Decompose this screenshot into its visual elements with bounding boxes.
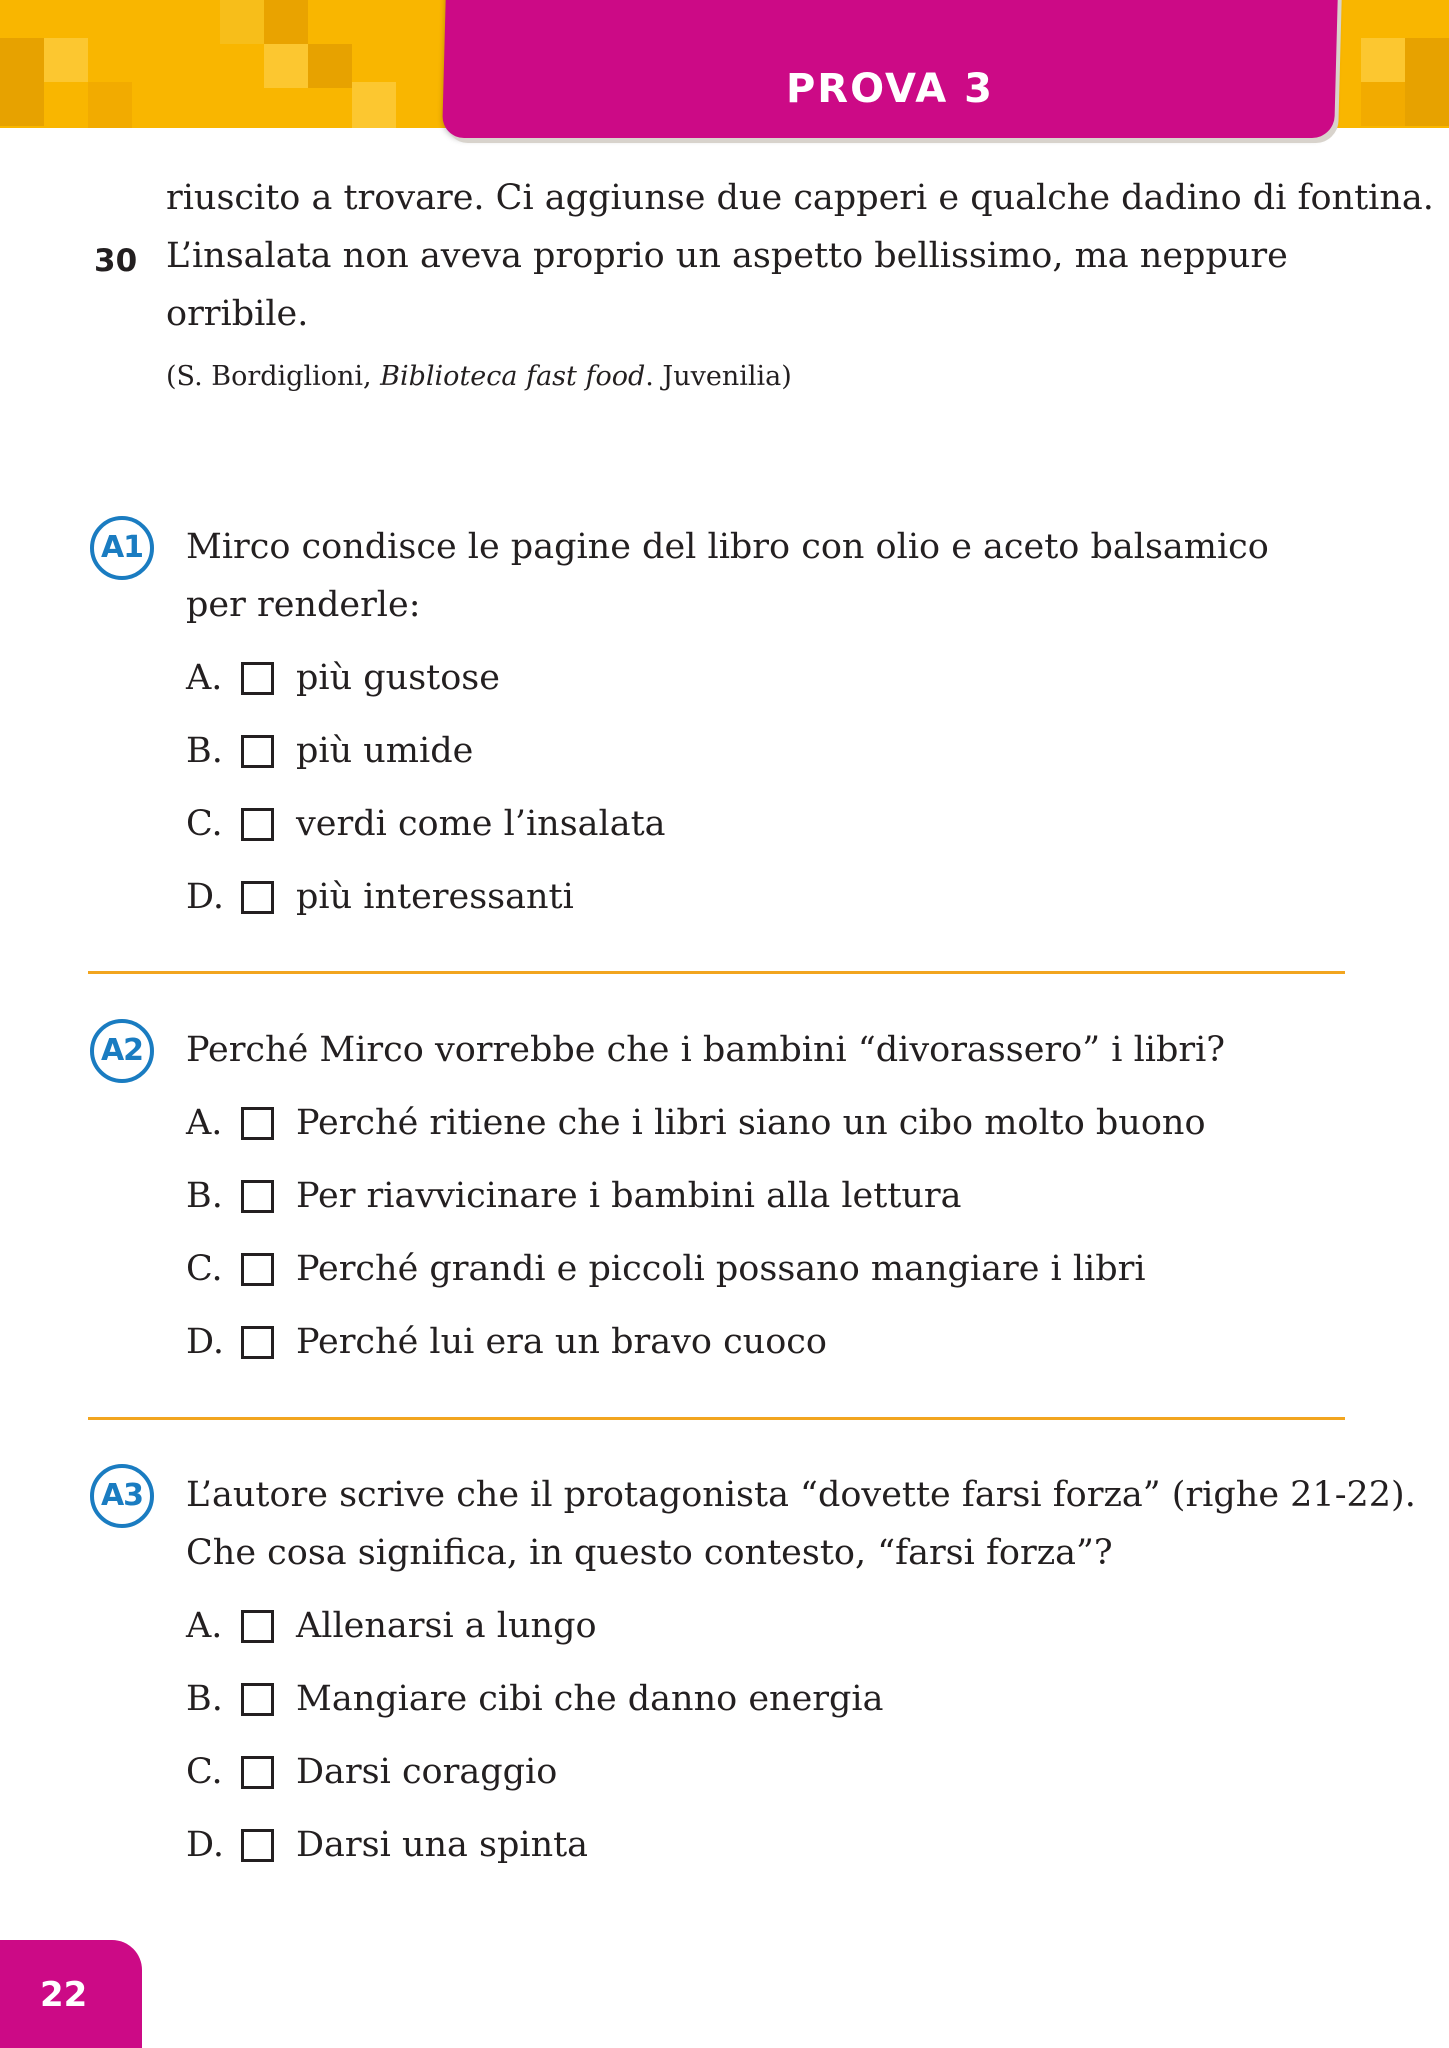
page-number: 22 (40, 1975, 88, 2015)
option-checkbox[interactable] (241, 1683, 274, 1716)
line-number: 30 (94, 243, 138, 279)
option-letter: C. (186, 804, 223, 844)
decor-square (1361, 38, 1405, 82)
option-text: Perché lui era un bravo cuoco (296, 1322, 827, 1362)
option-letter: A. (186, 1606, 223, 1646)
citation (166, 361, 792, 392)
option-a1-d[interactable] (186, 877, 1286, 921)
option-checkbox[interactable] (241, 1610, 274, 1643)
citation-title: Biblioteca fast food (380, 361, 646, 392)
option-letter: A. (186, 1103, 223, 1143)
citation-publisher: . Juvenilia) (645, 361, 792, 392)
option-letter: B. (186, 731, 223, 771)
option-a2-c[interactable] (186, 1249, 1286, 1293)
question-a3-text: L’autore scrive che il protagonista “dovette farsi forza” (righe 21-22). (186, 1475, 1416, 1515)
option-a2-d[interactable] (186, 1322, 1286, 1366)
option-letter: C. (186, 1752, 223, 1792)
option-checkbox[interactable] (241, 1829, 274, 1862)
option-text: più interessanti (296, 877, 574, 917)
decor-square (264, 44, 308, 88)
decor-square (220, 0, 264, 44)
decor-square (88, 82, 132, 128)
option-text: più gustose (296, 658, 500, 698)
option-a2-b[interactable] (186, 1176, 1286, 1220)
option-a1-c[interactable] (186, 804, 1286, 848)
option-letter: A. (186, 658, 223, 698)
option-text: Per riavvicinare i bambini alla lettura (296, 1176, 962, 1216)
option-text: Mangiare cibi che danno energia (296, 1679, 884, 1719)
option-a1-b[interactable] (186, 731, 1286, 775)
option-text: Darsi una spinta (296, 1825, 589, 1865)
option-text: più umide (296, 731, 474, 771)
question-a2-text: Perché Mirco vorrebbe che i bambini “divorassero” i libri? (186, 1030, 1226, 1070)
question-a3-text: Che cosa significa, in questo contesto, “farsi forza”? (186, 1533, 1113, 1573)
option-letter: D. (186, 877, 224, 917)
option-checkbox[interactable] (241, 735, 274, 768)
option-a3-b[interactable] (186, 1679, 1286, 1723)
decor-square (44, 38, 88, 82)
option-checkbox[interactable] (241, 1107, 274, 1140)
decor-square (1405, 38, 1449, 126)
passage-line: orribile. (166, 294, 309, 334)
section-divider (88, 971, 1345, 974)
option-checkbox[interactable] (241, 662, 274, 695)
question-badge-a1: A1 (90, 516, 154, 580)
decor-square (1361, 82, 1405, 126)
option-letter: D. (186, 1322, 224, 1362)
option-checkbox[interactable] (241, 1180, 274, 1213)
decor-square (264, 0, 308, 44)
option-a3-c[interactable] (186, 1752, 1286, 1796)
option-letter: C. (186, 1249, 223, 1289)
decor-square (308, 44, 352, 88)
option-text: Perché grandi e piccoli possano mangiare i libri (296, 1249, 1146, 1289)
option-checkbox[interactable] (241, 1326, 274, 1359)
section-divider (88, 1417, 1345, 1420)
option-checkbox[interactable] (241, 1253, 274, 1286)
question-badge-a3: A3 (90, 1464, 154, 1528)
page-title: PROVA 3 (785, 66, 994, 112)
question-badge-a2: A2 (90, 1019, 154, 1083)
option-text: verdi come l’insalata (296, 804, 666, 844)
decor-square (352, 82, 396, 128)
option-text: Perché ritiene che i libri siano un cibo molto buono (296, 1103, 1206, 1143)
option-text: Darsi coraggio (296, 1752, 558, 1792)
option-a3-a[interactable] (186, 1606, 1286, 1650)
option-letter: B. (186, 1176, 223, 1216)
option-checkbox[interactable] (241, 881, 274, 914)
option-checkbox[interactable] (241, 1756, 274, 1789)
option-a3-d[interactable] (186, 1825, 1286, 1869)
citation-author: (S. Bordiglioni, (166, 361, 381, 392)
question-a1-text: Mirco condisce le pagine del libro con olio e aceto balsamico (186, 527, 1269, 567)
option-letter: D. (186, 1825, 224, 1865)
decor-square (0, 38, 44, 126)
option-a1-a[interactable] (186, 658, 1286, 702)
option-letter: B. (186, 1679, 223, 1719)
option-a2-a[interactable] (186, 1103, 1286, 1147)
option-checkbox[interactable] (241, 808, 274, 841)
question-a1-text: per renderle: (186, 585, 421, 625)
passage-line: riuscito a trovare. Ci aggiunse due capperi e qualche dadino di fontina. (166, 178, 1434, 218)
option-text: Allenarsi a lungo (296, 1606, 597, 1646)
passage-line: L’insalata non aveva proprio un aspetto bellissimo, ma neppure (166, 236, 1288, 276)
